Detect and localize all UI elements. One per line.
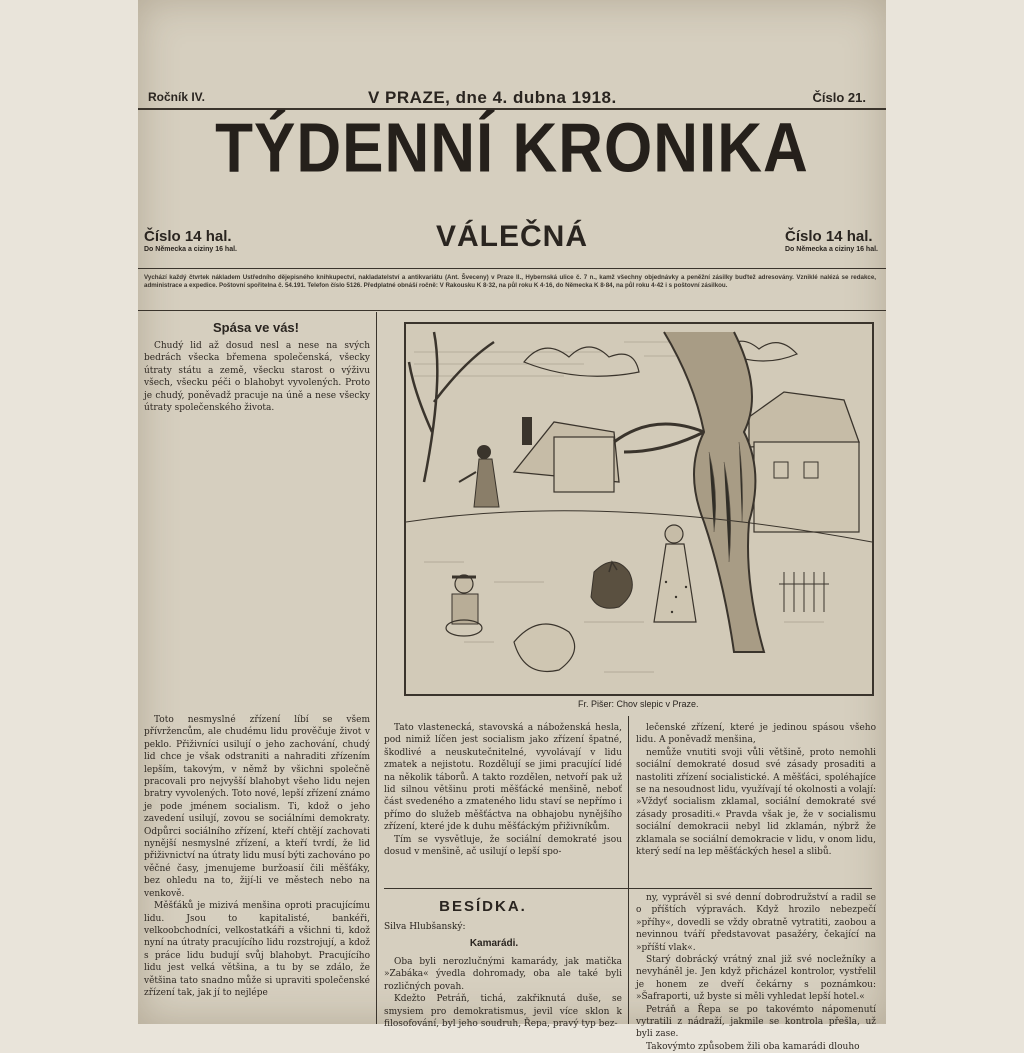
illustration-chickens bbox=[404, 322, 874, 696]
column-rule-2 bbox=[628, 716, 629, 1024]
story-paragraph: Takovýmto způsobem žili oba kamarádi dlouho bbox=[646, 1041, 860, 1052]
issue-row bbox=[138, 88, 886, 108]
masthead-subtitle: VÁLEČNÁ bbox=[435, 220, 588, 253]
article-column-1b bbox=[144, 714, 370, 1024]
besidka-rule bbox=[384, 888, 872, 889]
story-paragraph: ny, vyprávěl si své denní dobrodružství a radil se o příštích výpravách. Když hrozilo nebezpečí »příhy«, dovedli se vždy obratně vytratiti, zaobou a nevinnou tváří představovat pasažéry, čekající na »příští vlak«. bbox=[636, 893, 876, 953]
price-left-text: Číslo 14 hal. bbox=[144, 228, 232, 245]
price-right-note: Do Německa a ciziny 16 hal. bbox=[785, 246, 878, 253]
imprint-rule-bottom bbox=[138, 310, 886, 311]
article-paragraph: nemůže vnutiti svoji vůli většině, proto nemohli sociální demokraté dosud své zásady prosaditi a nastoliti zřízení socialistické. A měšťáci, spoléhajíce se na nesoudnost lidu, využívají té okolnosti a volají: »Vždyť socialism zklamal, sociální demokraté své zásady prosaditi.« Pravda však je, že v socialismu sociální demokracii nebyl lid zklamán, nýbrž že zklamala se sociální demokracie v lidu, v onom lidu, který sedí na lep měšťáckých hesel a slibů. bbox=[636, 747, 876, 858]
newspaper-page bbox=[138, 0, 886, 1052]
story-author: Silva Hlubšanský: bbox=[384, 922, 466, 932]
story-title: Kamarádi. bbox=[469, 938, 519, 949]
imprint-text: Vychází každý čtvrtek nákladem Ustředního dějepisného knihkupectví, nakladatelství a antikvariátu (Ant. Šveceny) v Praze II., Hybernská ulice č. 7 n., kamž všechny objednávky a peněžní zásilky buďtež adresovány. Vzniklé nalézá se redakce, administrace a expedice. Poštovní spořitelna č. 54.191. Telefon číslo 5126. Předplatné obnáší ročně: V Rakousku K 8·32, na půl roku K 4·16, do Německa K 8·84, na půl roku 4·42 i s poštovní zásilkou. bbox=[144, 274, 876, 289]
price-right-text: Číslo 14 hal. bbox=[785, 228, 873, 245]
section-heading: BESÍDKA. bbox=[439, 898, 527, 915]
story-paragraph: Kdežto Petráň, tichá, zakřiknutá duše, se smysiem pro demokratismus, jevil více sklon k filosofování, byl jeho soudruh, Řepa, pravý typ bez- bbox=[384, 994, 622, 1030]
price-left-note: Do Německa a ciziny 16 hal. bbox=[144, 246, 237, 253]
article-paragraph: Tím se vysvětluje, že sociální demokraté jsou dosud v menšině, ač usilují o lepší spo- bbox=[384, 834, 622, 858]
article-column-3 bbox=[636, 722, 876, 882]
issue-number: Číslo 21. bbox=[812, 90, 866, 105]
article-paragraph: lečenské zřízení, které je jedinou spásou všeho lidu. A poněvadž menšina, bbox=[636, 723, 876, 746]
article-paragraph: Chudý lid až dosud nesl a nese na svých bedrách všecka břemena společenská, všecky útraty státu a země, všecku starost o výživu všech, všecku péči o blahobyt vyvolených. Proto je chudý, poněvadž pracuje na úně a nese všecky útraty společenského života. bbox=[144, 341, 370, 414]
volume-label: Ročník IV. bbox=[148, 90, 205, 104]
article-column-1a bbox=[144, 340, 370, 424]
article-paragraph: Toto nesmyslné zřízení líbí se všem přívržencům, ale chudému lidu prověčuje život v peklo. Přiživníci usilují o jeho zachování, chudý lid chce je však odstraniti a nahraditi zřízením lepším, takovým, v němž by všichni společně pracovali pro nejvyšší blahobyt všeho lidu nejen bratry vyvolených. Toto nové, lepší zřízení známo je pode jménem socialism. Ti, kdož o jeho zavedení usilují, zovou se sociálními demokraty. Odpůrci sociálního zřízení, kteří chtějí zachovati nynější nesmyslné zřízení, a kteří tvrdí, že lid přiživnictví na útraty lidu musí býti zachováno po věčné časy, jmenujeme buržoasií čili měšťáky, bez ohledu na to, žijí-li ve městech nebo na venkově. bbox=[144, 715, 370, 899]
article-paragraph: Tato vlastenecká, stavovská a náboženská hesla, pod nimiž líčen jest socialism jako zřízení špatné, škodlivé a neuskutečnitelné, vyvolávají v lidu zmatek a nejistotu. Rozdělují se jimi pracující lidé na několik táborů. A takto rozdělen, netvoří pak už lid silnou většinu proti měšťácké menšině, neboť část svedeného a zmateného lidu staví se nepřímo i přímo do služeb měšťáctva na obhajobu nynějšího zřízení, které jde k duhu měšťáckým přiživníkům. bbox=[384, 723, 622, 833]
story-paragraph: Petráň a Řepa se po takovémto nápomenutí vytratili z nádraží, jakmile se kontrola přešla, už byli zase. bbox=[636, 1004, 876, 1040]
story-paragraph: Oba byli nerozlučnými kamarády, jak matička »Zabáka« ývedla dohromady, oba ale také byli rozličných povah. bbox=[384, 957, 622, 992]
article-column-2 bbox=[384, 722, 622, 884]
story-paragraph: Starý dobrácký vrátný znal již své nocležníky a nevyháněl je. Jen když přicházel kontrolor, vystřelil je honem ze dveří čekárny s poznámkou: »Šafraporti, už byste si měli vyhledat lepší hotel.« bbox=[636, 955, 876, 1003]
article-paragraph: Měšťáků je mizivá menšina oproti pracujícímu lidu. Jsou to kapitalisté, bankéři, velkoobchodníci, velkostatkáři a všichni ti, kdož nyní na útraty pracujícího lidu rozstrojují, a kdož s práce lidu budují svůj blahobyt. Pracujícího lidu jest velká většina, a tu by se zdálo, že většina tato snadno může si upraviti společenské zřízení tak, jak jí to nejlépe bbox=[144, 901, 370, 998]
imprint-rule-top bbox=[138, 268, 886, 269]
column-rule-1 bbox=[376, 312, 377, 1024]
illustration-caption: Fr. Pišer: Chov slepic v Praze. bbox=[578, 699, 699, 709]
article-title: Spása ve vás! bbox=[212, 320, 299, 335]
masthead-title: TÝDENNÍ KRONIKA bbox=[215, 109, 809, 188]
story-column-1 bbox=[384, 956, 622, 1030]
price-right bbox=[785, 228, 878, 253]
dateline: V PRAZE, dne 4. dubna 1918. bbox=[368, 88, 617, 107]
story-column-2 bbox=[636, 892, 876, 1052]
